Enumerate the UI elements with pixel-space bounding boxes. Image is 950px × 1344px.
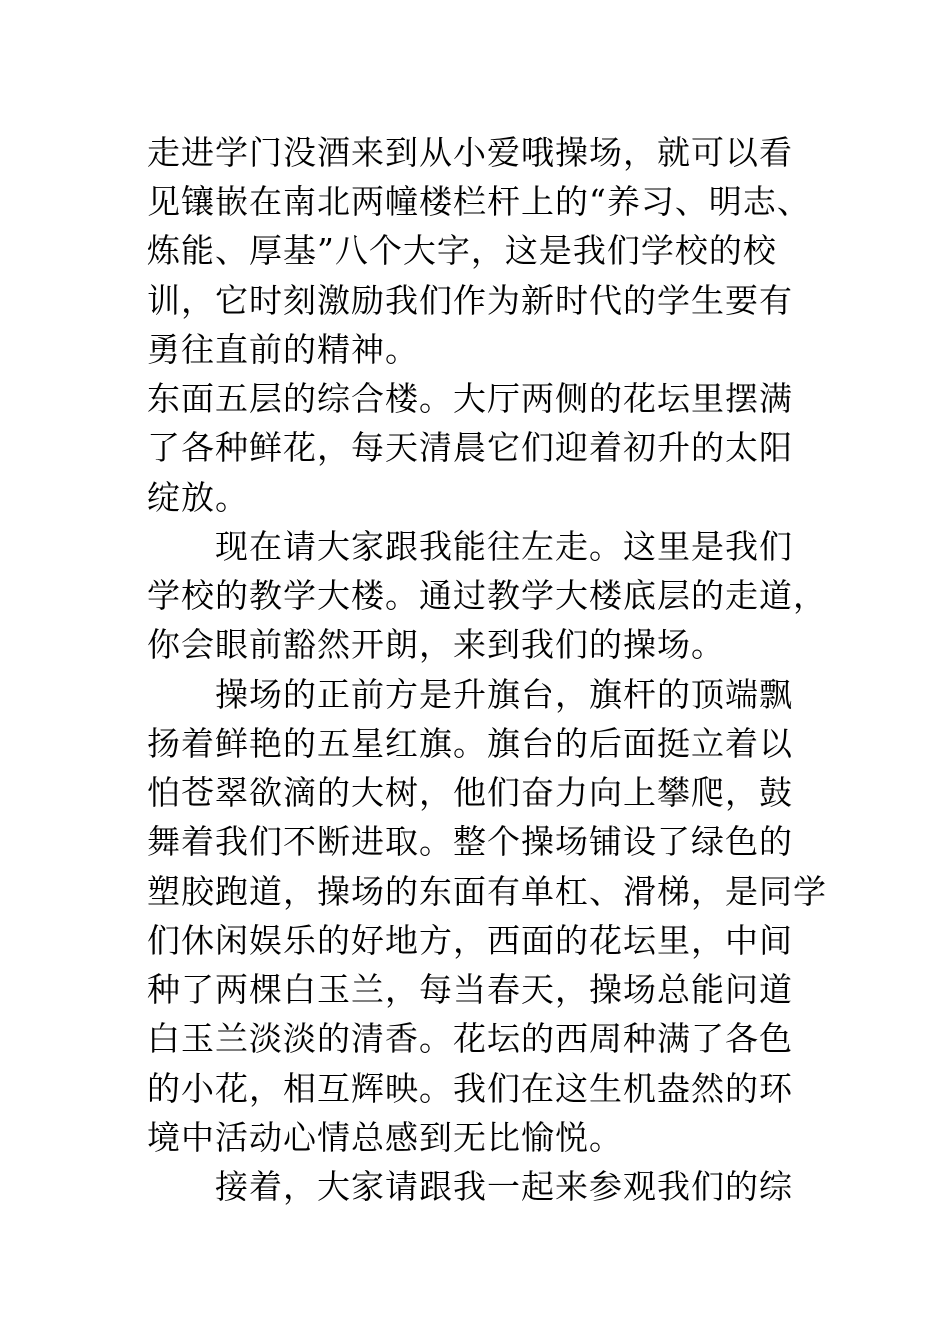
text-line: 勇往直前的精神。 <box>147 330 419 369</box>
text-line: 舞着我们不断进取。整个操场铺设了绿色的 <box>147 822 793 861</box>
text-line: 境中活动心情总感到无比愉悦。 <box>147 1118 623 1157</box>
text-line: 们休闲娱乐的好地方，西面的花坛里，中间 <box>147 921 793 960</box>
text-line: 操场的正前方是升旗台，旗杆的顶端飘 <box>215 675 793 714</box>
text-line: 炼能、厚基”八个大字，这是我们学校的校 <box>147 231 777 270</box>
text-line: 东面五层的综合楼。大厅两侧的花坛里摆满 <box>147 379 793 418</box>
text-line: 现在请大家跟我能往左走。这里是我们 <box>215 527 793 566</box>
text-line: 绽放。 <box>147 478 249 517</box>
text-line: 学校的教学大楼。通过教学大楼底层的走道， <box>147 576 827 615</box>
text-line: 见镶嵌在南北两幢楼栏杆上的“养习、明志、 <box>147 182 811 221</box>
text-line: 你会眼前豁然开朗，来到我们的操场。 <box>147 625 725 664</box>
text-line: 白玉兰淡淡的清香。花坛的西周种满了各色 <box>147 1019 793 1058</box>
text-line: 的小花，相互辉映。我们在这生机盎然的环 <box>147 1069 793 1108</box>
text-line: 怕苍翠欲滴的大树，他们奋力向上攀爬，鼓 <box>147 773 793 812</box>
text-line: 了各种鲜花，每天清晨它们迎着初升的太阳 <box>147 428 793 467</box>
text-line: 塑胶跑道，操场的东面有单杠、滑梯，是同学 <box>147 872 827 911</box>
text-line: 训，它时刻激励我们作为新时代的学生要有 <box>147 281 793 320</box>
text-line: 种了两棵白玉兰，每当春天，操场总能问道 <box>147 970 793 1009</box>
text-line: 走进学门没酒来到从小爱哦操场，就可以看 <box>147 133 793 172</box>
text-line: 接着，大家请跟我一起来参观我们的综 <box>215 1167 793 1206</box>
text-line: 扬着鲜艳的五星红旗。旗台的后面挺立着以 <box>147 724 793 763</box>
